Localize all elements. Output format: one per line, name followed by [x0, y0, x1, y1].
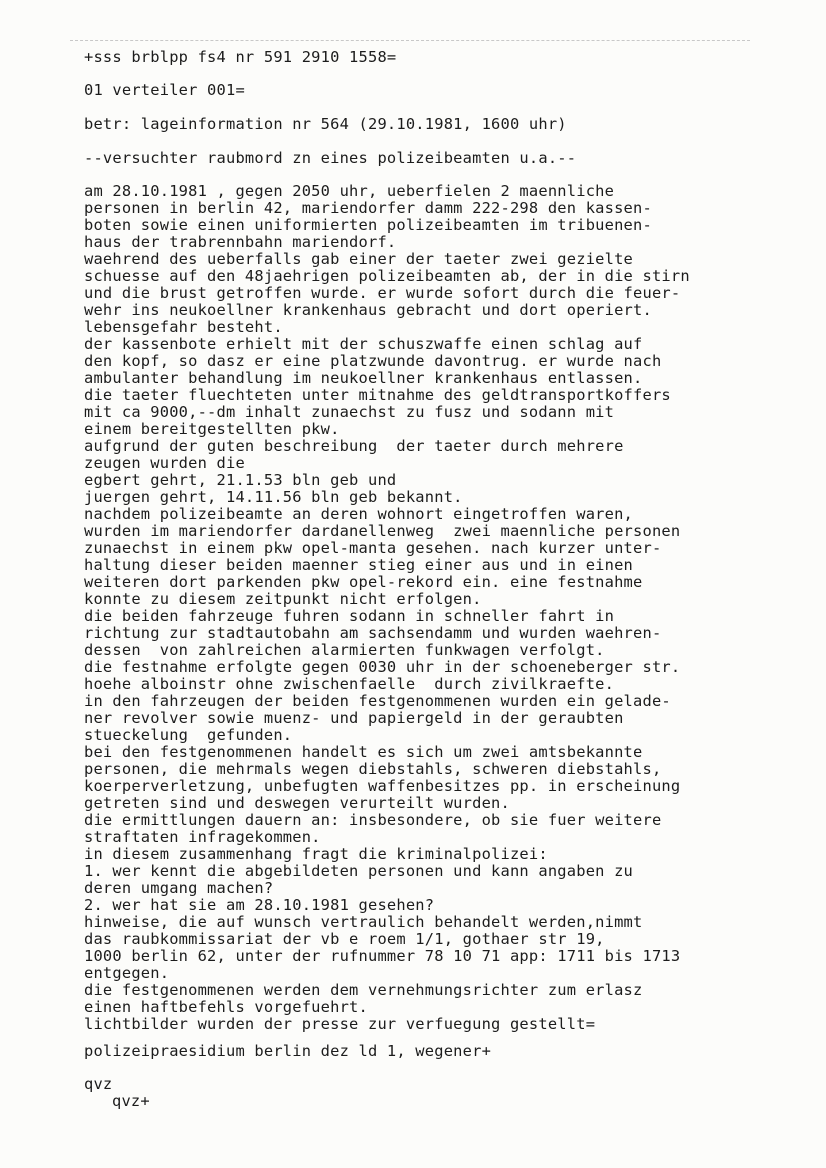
body-line: boten sowie einen uniformierten polizeibeamten im tribuenen-: [84, 216, 652, 234]
body-line: schuesse auf den 48jaehrigen polizeibeamten ab, der in die stirn: [84, 267, 690, 285]
body-line: die festgenommenen werden dem vernehmungsrichter zum erlasz: [84, 981, 643, 999]
body-line: straftaten infragekommen.: [84, 828, 321, 846]
body-line: richtung zur stadtautobahn am sachsendamm und wurden waehren-: [84, 624, 662, 642]
body-line: personen in berlin 42, mariendorfer damm 222-298 den kassen-: [84, 199, 652, 217]
header-line: +sss brblpp fs4 nr 591 2910 1558=: [84, 48, 397, 66]
ack-line-2: qvz+: [112, 1092, 150, 1110]
body-line: der kassenbote erhielt mit der schuszwaffe einen schlag auf: [84, 335, 643, 353]
body-line: lichtbilder wurden der presse zur verfuegung gestellt=: [84, 1015, 596, 1033]
body-line: und die brust getroffen wurde. er wurde sofort durch die feuer-: [84, 284, 681, 302]
body-line: nachdem polizeibeamte an deren wohnort eingetroffen waren,: [84, 505, 634, 523]
body-line: aufgrund der guten beschreibung der taeter durch mehrere: [84, 437, 624, 455]
body-line: die taeter fluechteten unter mitnahme des geldtransportkoffers: [84, 386, 671, 404]
body-line: 2. wer hat sie am 28.10.1981 gesehen?: [84, 896, 435, 914]
body-line: 1000 berlin 62, unter der rufnummer 78 10 71 app: 1711 bis 1713: [84, 947, 681, 965]
body-line: weiteren dort parkenden pkw opel-rekord ein. eine festnahme: [84, 573, 643, 591]
ack-line-1: qvz: [84, 1075, 113, 1093]
body-line: koerperverletzung, unbefugten waffenbesitzes pp. in erscheinung: [84, 777, 681, 795]
body-line: stueckelung gefunden.: [84, 726, 293, 744]
body-line: ambulanter behandlung im neukoellner krankenhaus entlassen.: [84, 369, 643, 387]
body-line: egbert gehrt, 21.1.53 bln geb und: [84, 471, 397, 489]
subject-line: betr: lageinformation nr 564 (29.10.1981, 1600 uhr): [84, 115, 567, 133]
body-line: mit ca 9000,--dm inhalt zunaechst zu fusz und sodann mit: [84, 403, 615, 421]
body-line: ner revolver sowie muenz- und papiergeld in der geraubten: [84, 709, 624, 727]
body-line: wehr ins neukoellner krankenhaus gebracht und dort operiert.: [84, 301, 652, 319]
perforation-rule: [70, 40, 750, 41]
body-line: konnte zu diesem zeitpunkt nicht erfolgen.: [84, 590, 482, 608]
body-line: die beiden fahrzeuge fuhren sodann in schneller fahrt in: [84, 607, 615, 625]
body-line: zeugen wurden die: [84, 454, 245, 472]
distribution-line: 01 verteiler 001=: [84, 81, 245, 99]
body-line: einem bereitgestellten pkw.: [84, 420, 340, 438]
body-line: die ermittlungen dauern an: insbesondere, ob sie fuer weitere: [84, 811, 662, 829]
body-line: die festnahme erfolgte gegen 0030 uhr in der schoeneberger str.: [84, 658, 681, 676]
body-line: deren umgang machen?: [84, 879, 274, 897]
body-line: 1. wer kennt die abgebildeten personen und kann angaben zu: [84, 862, 634, 880]
body-line: hinweise, die auf wunsch vertraulich behandelt werden,nimmt: [84, 913, 643, 931]
body-line: dessen von zahlreichen alarmierten funkwagen verfolgt.: [84, 641, 605, 659]
body-line: in den fahrzeugen der beiden festgenommenen wurden ein gelade-: [84, 692, 671, 710]
body-line: einen haftbefehls vorgefuehrt.: [84, 998, 368, 1016]
sender-line: polizeipraesidium berlin dez ld 1, wegener+: [84, 1042, 492, 1060]
body-line: waehrend des ueberfalls gab einer der taeter zwei gezielte: [84, 250, 634, 268]
body-line: das raubkommissariat der vb e roem 1/1, gothaer str 19,: [84, 930, 605, 948]
body-line: haltung dieser beiden maenner stieg einer aus und in einen: [84, 556, 634, 574]
body-line: juergen gehrt, 14.11.56 bln geb bekannt.: [84, 488, 463, 506]
body-line: zunaechst in einem pkw opel-manta gesehen. nach kurzer unter-: [84, 539, 662, 557]
body-line: am 28.10.1981 , gegen 2050 uhr, ueberfielen 2 maennliche: [84, 182, 615, 200]
body-line: personen, die mehrmals wegen diebstahls, schweren diebstahls,: [84, 760, 662, 778]
body-line: getreten sind und deswegen verurteilt wurden.: [84, 794, 510, 812]
body-line: wurden im mariendorfer dardanellenweg zwei maennliche personen: [84, 522, 681, 540]
body-line: haus der trabrennbahn mariendorf.: [84, 233, 397, 251]
body-line: entgegen.: [84, 964, 170, 982]
body-line: hoehe alboinstr ohne zwischenfaelle durch zivilkraefte.: [84, 675, 615, 693]
body-line: bei den festgenommenen handelt es sich um zwei amtsbekannte: [84, 743, 643, 761]
body-line: den kopf, so dasz er eine platzwunde davontrug. er wurde nach: [84, 352, 662, 370]
body-line: lebensgefahr besteht.: [84, 318, 283, 336]
title-line: --versuchter raubmord zn eines polizeibeamten u.a.--: [84, 149, 577, 167]
body-line: in diesem zusammenhang fragt die kriminalpolizei:: [84, 845, 548, 863]
